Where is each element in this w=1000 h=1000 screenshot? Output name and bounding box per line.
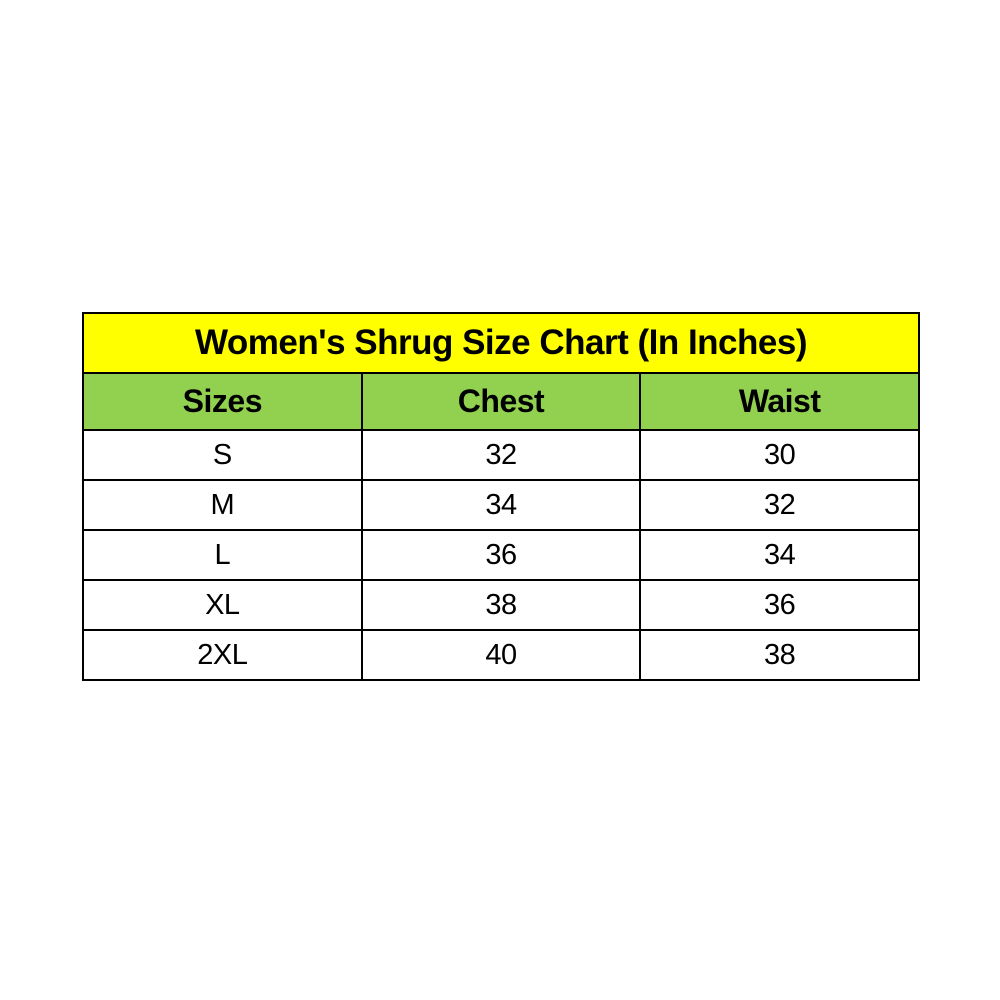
chest-cell: 36	[362, 530, 641, 580]
table-title-row	[83, 313, 919, 373]
size-cell: M	[83, 480, 362, 530]
table-row-s	[83, 430, 919, 480]
chest-cell: 38	[362, 580, 641, 630]
size-cell: 2XL	[83, 630, 362, 680]
size-chart-table	[82, 312, 920, 681]
size-cell: L	[83, 530, 362, 580]
waist-cell: 32	[640, 480, 919, 530]
waist-cell: 36	[640, 580, 919, 630]
chest-cell: 34	[362, 480, 641, 530]
waist-cell: 30	[640, 430, 919, 480]
size-cell: S	[83, 430, 362, 480]
waist-cell: 34	[640, 530, 919, 580]
column-header-waist: Waist	[640, 373, 919, 430]
table-row-m	[83, 480, 919, 530]
size-cell: XL	[83, 580, 362, 630]
chest-cell: 32	[362, 430, 641, 480]
chest-cell: 40	[362, 630, 641, 680]
column-header-sizes: Sizes	[83, 373, 362, 430]
table-row-2xl	[83, 630, 919, 680]
waist-cell: 38	[640, 630, 919, 680]
column-header-chest: Chest	[362, 373, 641, 430]
table-row-xl	[83, 580, 919, 630]
table-row-l	[83, 530, 919, 580]
table-header-row	[83, 373, 919, 430]
table-title: Women's Shrug Size Chart (In Inches)	[83, 313, 919, 373]
